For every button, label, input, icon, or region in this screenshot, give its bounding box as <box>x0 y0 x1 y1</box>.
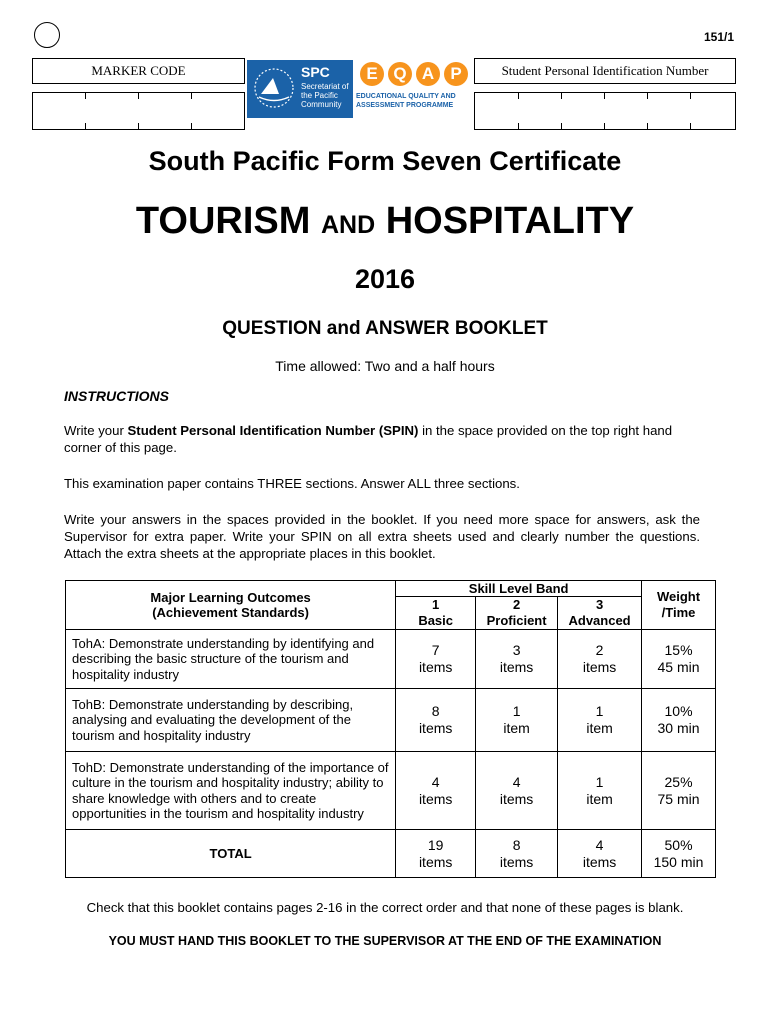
instruction-spin <box>64 422 700 456</box>
total-basic: 19 items <box>396 830 476 878</box>
spc-logo-name: Secretariat of the Pacific Community <box>301 82 349 109</box>
exam-year: 2016 <box>354 264 416 294</box>
spin-field[interactable] <box>474 92 736 130</box>
subject-part1: TOURISM <box>135 200 311 242</box>
cell-proficient: 3 items <box>476 630 558 689</box>
weight-header-line2: /Time <box>661 605 696 620</box>
spc-logo <box>247 60 353 118</box>
total-advanced: 4 items <box>558 830 642 878</box>
marker-code-label-box <box>32 58 245 84</box>
band-proficient-header: 2 Proficient <box>476 597 558 630</box>
cell-basic: 8 items <box>396 689 476 752</box>
subject-and: AND <box>320 211 376 239</box>
table-row <box>66 630 716 689</box>
weight-header-line1: Weight <box>656 589 701 604</box>
paper-code: 151/1 <box>703 30 734 44</box>
total-proficient: 8 items <box>476 830 558 878</box>
page-check-note: Check that this booklet contains pages 2-16 in the correct order and that none of these pages is blank. <box>86 900 684 915</box>
outcome-toha: TohA: Demonstrate understanding by identifying and describing the basic structure of the tourism and hospitality industry <box>66 630 396 689</box>
eqap-logo <box>356 60 470 118</box>
weight-header <box>642 581 716 630</box>
band-advanced-header: 3 Advanced <box>558 597 642 630</box>
cell-weight: 25% 75 min <box>642 752 716 830</box>
instructions-heading: INSTRUCTIONS <box>64 388 169 404</box>
subject-title <box>0 200 770 243</box>
time-allowed: Time allowed: Two and a half hours <box>275 358 495 374</box>
cell-basic: 7 items <box>396 630 476 689</box>
learning-outcomes-table <box>65 580 716 878</box>
spin-label-box <box>474 58 736 84</box>
booklet-title: QUESTION and ANSWER BOOKLET <box>222 318 548 339</box>
instruction-spin-post: in the space provided on the top right hand corner of this page. <box>64 423 673 455</box>
mlo-header-line2: (Achievement Standards) <box>152 605 309 620</box>
eqap-letter-a: A <box>416 62 440 86</box>
band-basic-header: 1 Basic <box>396 597 476 630</box>
eqap-logo-name: EDUCATIONAL QUALITY AND ASSESSMENT PROGRAMME <box>356 93 456 109</box>
mlo-header-line1: Major Learning Outcomes <box>150 590 311 605</box>
instruction-spin-pre: Write your <box>64 423 128 438</box>
instruction-sections: This examination paper contains THREE sections. Answer ALL three sections. <box>64 476 520 491</box>
cell-advanced: 1 item <box>558 752 642 830</box>
spc-logo-abbr: SPC <box>301 64 330 80</box>
eqap-letter-e: E <box>360 62 384 86</box>
cell-advanced: 1 item <box>558 689 642 752</box>
marker-circle <box>34 22 60 48</box>
total-weight: 50% 150 min <box>642 830 716 878</box>
total-row <box>66 830 716 878</box>
outcome-tohb: TohB: Demonstrate understanding by describing, analysing and evaluating the development of the tourism and hospitality industry <box>66 689 396 752</box>
cell-advanced: 2 items <box>558 630 642 689</box>
instruction-spin-bold: Student Personal Identification Number (SPIN) <box>127 423 419 438</box>
certificate-title: South Pacific Form Seven Certificate <box>148 146 622 176</box>
cell-proficient: 4 items <box>476 752 558 830</box>
marker-code-label: MARKER CODE <box>91 63 186 78</box>
spin-label: Student Personal Identification Number <box>501 63 709 78</box>
table-row <box>66 752 716 830</box>
table-row <box>66 689 716 752</box>
mlo-header <box>66 581 396 630</box>
eqap-letter-p: P <box>444 62 468 86</box>
outcome-tohd: TohD: Demonstrate understanding of the importance of culture in the tourism and hospitality industry; ability to share knowledge with others and to create opportunities in the tourism and hospitality industry <box>66 752 396 830</box>
cell-weight: 15% 45 min <box>642 630 716 689</box>
subject-part2: HOSPITALITY <box>385 200 635 242</box>
cell-basic: 4 items <box>396 752 476 830</box>
hand-in-notice: YOU MUST HAND THIS BOOKLET TO THE SUPERVISOR AT THE END OF THE EXAMINATION <box>108 934 662 948</box>
cell-weight: 10% 30 min <box>642 689 716 752</box>
skill-band-header: Skill Level Band <box>396 581 642 597</box>
total-label: TOTAL <box>66 830 396 878</box>
eqap-letter-q: Q <box>388 62 412 86</box>
cell-proficient: 1 item <box>476 689 558 752</box>
marker-code-field[interactable] <box>32 92 245 130</box>
instruction-answers: Write your answers in the spaces provided in the booklet. If you need more space for answers, ask the Supervisor for extra paper. Write your SPIN on all extra sheets used and clearly number the questions. Attach the extra sheets at the appropriate places in this booklet. <box>64 512 700 561</box>
